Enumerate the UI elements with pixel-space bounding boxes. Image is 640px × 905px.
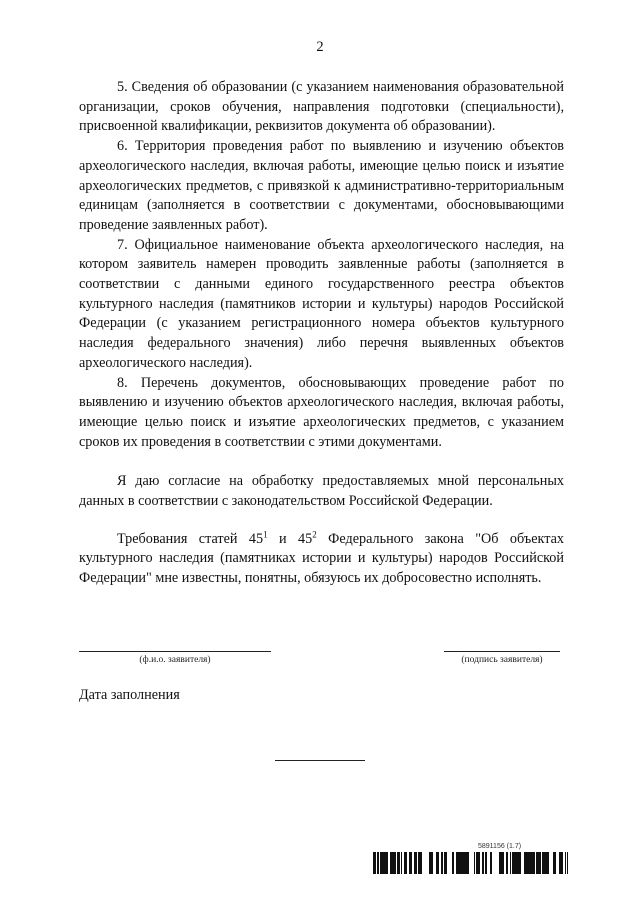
barcode-bar <box>490 852 492 874</box>
section-5: 5. Сведения об образовании (с указанием наименования образовательной организации, сроков обучения, направления подготовки (специальности), присвоенной квалификации, реквизитов документа об образовании). <box>79 79 564 135</box>
barcode-bar <box>437 852 439 874</box>
barcode-bar <box>456 852 458 874</box>
barcode-bar <box>385 852 387 874</box>
section-6: 6. Территория проведения работ по выявлению и изучению объектов археологического наследия, включая работы, имеющие целью поиск и изъятие археологических предметов, с привязкой к административно-территориальным единицам (заполняется в соответствии с документами, обосновывающими проведение заявленных работ). <box>79 138 564 233</box>
barcode-bar <box>394 852 396 874</box>
barcode-bar <box>397 852 398 874</box>
fill-date-label: Дата заполнения <box>79 687 180 703</box>
barcode-bar <box>506 852 508 874</box>
barcode-bar <box>479 852 480 874</box>
barcode-bar <box>382 852 383 874</box>
barcode-bar <box>536 852 537 874</box>
applicant-signature-caption: (подпись заявителя) <box>461 655 543 665</box>
barcode-bar <box>510 852 511 874</box>
barcode-bar <box>377 852 379 874</box>
barcode-bar <box>465 852 467 874</box>
barcode-bar <box>398 852 400 874</box>
barcode-bar <box>528 852 529 874</box>
barcode-bar <box>461 852 462 874</box>
fill-date-line <box>275 760 365 761</box>
barcode-bar <box>393 852 394 874</box>
barcode-bar <box>404 852 405 874</box>
section-8: 8. Перечень документов, обосновывающих проведение работ по выявлению и изучению объектов археологического наследия, включая работы, имеющие целью поиск и изъятие археологических предметов, с указанием сроков их проведения в соответствии с этими документами. <box>79 374 564 450</box>
barcode-bar <box>533 852 534 874</box>
barcode-bar <box>500 852 502 874</box>
barcode-bar <box>516 852 517 874</box>
barcode-bar <box>409 852 410 874</box>
barcode-bar <box>539 852 540 874</box>
consent-paragraph: Я даю согласие на обработку предоставляемых мной персональных данных в соответствии с законодательством Российской Федерации. <box>79 473 564 510</box>
barcode-bar <box>476 852 477 874</box>
barcode-bar <box>441 852 443 874</box>
barcode-bar <box>432 852 433 874</box>
barcode-bar <box>567 852 568 874</box>
barcode-bar <box>537 852 539 874</box>
barcode-bar <box>401 852 402 874</box>
barcode-bar <box>414 852 416 874</box>
document-code: 5891156 (1.7) <box>478 843 522 850</box>
article-superscript-2: 2 <box>312 529 317 540</box>
barcode-bar <box>390 852 391 874</box>
barcode-bar <box>540 852 541 874</box>
barcode-bar <box>532 852 533 874</box>
requirements-suffix: Федерального закона "Об объектах культурного наследия (памятниках истории и культуры) народов Российской Федерации" мне известны, понятны, обязуюсь их добросовестно исполнять. <box>79 530 564 587</box>
barcode-bar <box>485 852 487 874</box>
barcode-bar <box>458 852 459 874</box>
barcode-bar <box>565 852 566 874</box>
applicant-signature-line <box>444 651 560 652</box>
barcode-bar <box>529 852 531 874</box>
barcode-bar <box>436 852 437 874</box>
barcode-bar <box>464 852 465 874</box>
barcode-bar <box>499 852 500 874</box>
spacer <box>79 512 564 530</box>
section-7: 7. Официальное наименование объекта археологического наследия, на котором заявитель намерен проводить заявленные работы (заполняется в соответствии с данными единого государственного реестра объектов культурного наследия (памятников истории и культуры) народов Российской Федерации (с указанием регистрационного номера объектов культурного наследия федерального значения) либо перечня выявленных объектов археологического наследия). <box>79 236 564 371</box>
barcode-bar <box>553 852 555 874</box>
barcode-bar <box>375 852 376 874</box>
barcode-bar <box>468 852 469 874</box>
barcode-bar <box>462 852 464 874</box>
barcode-bar <box>531 852 532 874</box>
barcode-bar <box>559 852 560 874</box>
barcode-bar <box>418 852 419 874</box>
barcode <box>373 852 568 874</box>
requirements-prefix: Требования статей 45 <box>117 530 264 547</box>
barcode-bar <box>410 852 411 874</box>
barcode-bar <box>387 852 388 874</box>
barcode-bar <box>482 852 484 874</box>
barcode-bar <box>520 852 521 874</box>
barcode-bar <box>477 852 478 874</box>
barcode-bar <box>416 852 417 874</box>
barcode-bar <box>460 852 461 874</box>
barcode-bar <box>420 852 422 874</box>
barcode-bar <box>524 852 526 874</box>
requirements-paragraph <box>79 530 564 589</box>
barcode-bar <box>374 852 375 874</box>
barcode-bar <box>555 852 556 874</box>
barcode-bar <box>453 852 454 874</box>
barcode-bar <box>478 852 479 874</box>
barcode-bar <box>391 852 393 874</box>
barcode-bar <box>444 852 446 874</box>
spacer <box>79 452 564 472</box>
barcode-bar <box>542 852 544 874</box>
barcode-bar <box>512 852 514 874</box>
barcode-bar <box>431 852 432 874</box>
barcode-bar <box>373 852 374 874</box>
barcode-bar <box>546 852 547 874</box>
barcode-bar <box>518 852 520 874</box>
barcode-bar <box>547 852 549 874</box>
barcode-bar <box>526 852 528 874</box>
barcode-bar <box>459 852 460 874</box>
barcode-bar <box>419 852 420 874</box>
applicant-name-caption: (ф.и.о. заявителя) <box>139 655 211 665</box>
barcode-bar <box>474 852 475 874</box>
barcode-bar <box>452 852 453 874</box>
barcode-bar <box>561 852 563 874</box>
barcode-bar <box>560 852 561 874</box>
barcode-bar <box>380 852 382 874</box>
barcode-bar <box>467 852 468 874</box>
barcode-bar <box>405 852 407 874</box>
barcode-bar <box>544 852 546 874</box>
article-superscript-1: 1 <box>263 529 268 540</box>
barcode-bar <box>514 852 516 874</box>
barcode-bar <box>383 852 385 874</box>
document-body <box>79 78 564 589</box>
barcode-bar <box>517 852 518 874</box>
barcode-bar <box>429 852 431 874</box>
barcode-bar <box>411 852 412 874</box>
requirements-middle: и 45 <box>267 530 313 547</box>
barcode-bar <box>502 852 504 874</box>
barcode-bar <box>446 852 447 874</box>
barcode-bar <box>534 852 535 874</box>
page-number: 2 <box>316 39 324 55</box>
applicant-name-line <box>79 651 271 652</box>
